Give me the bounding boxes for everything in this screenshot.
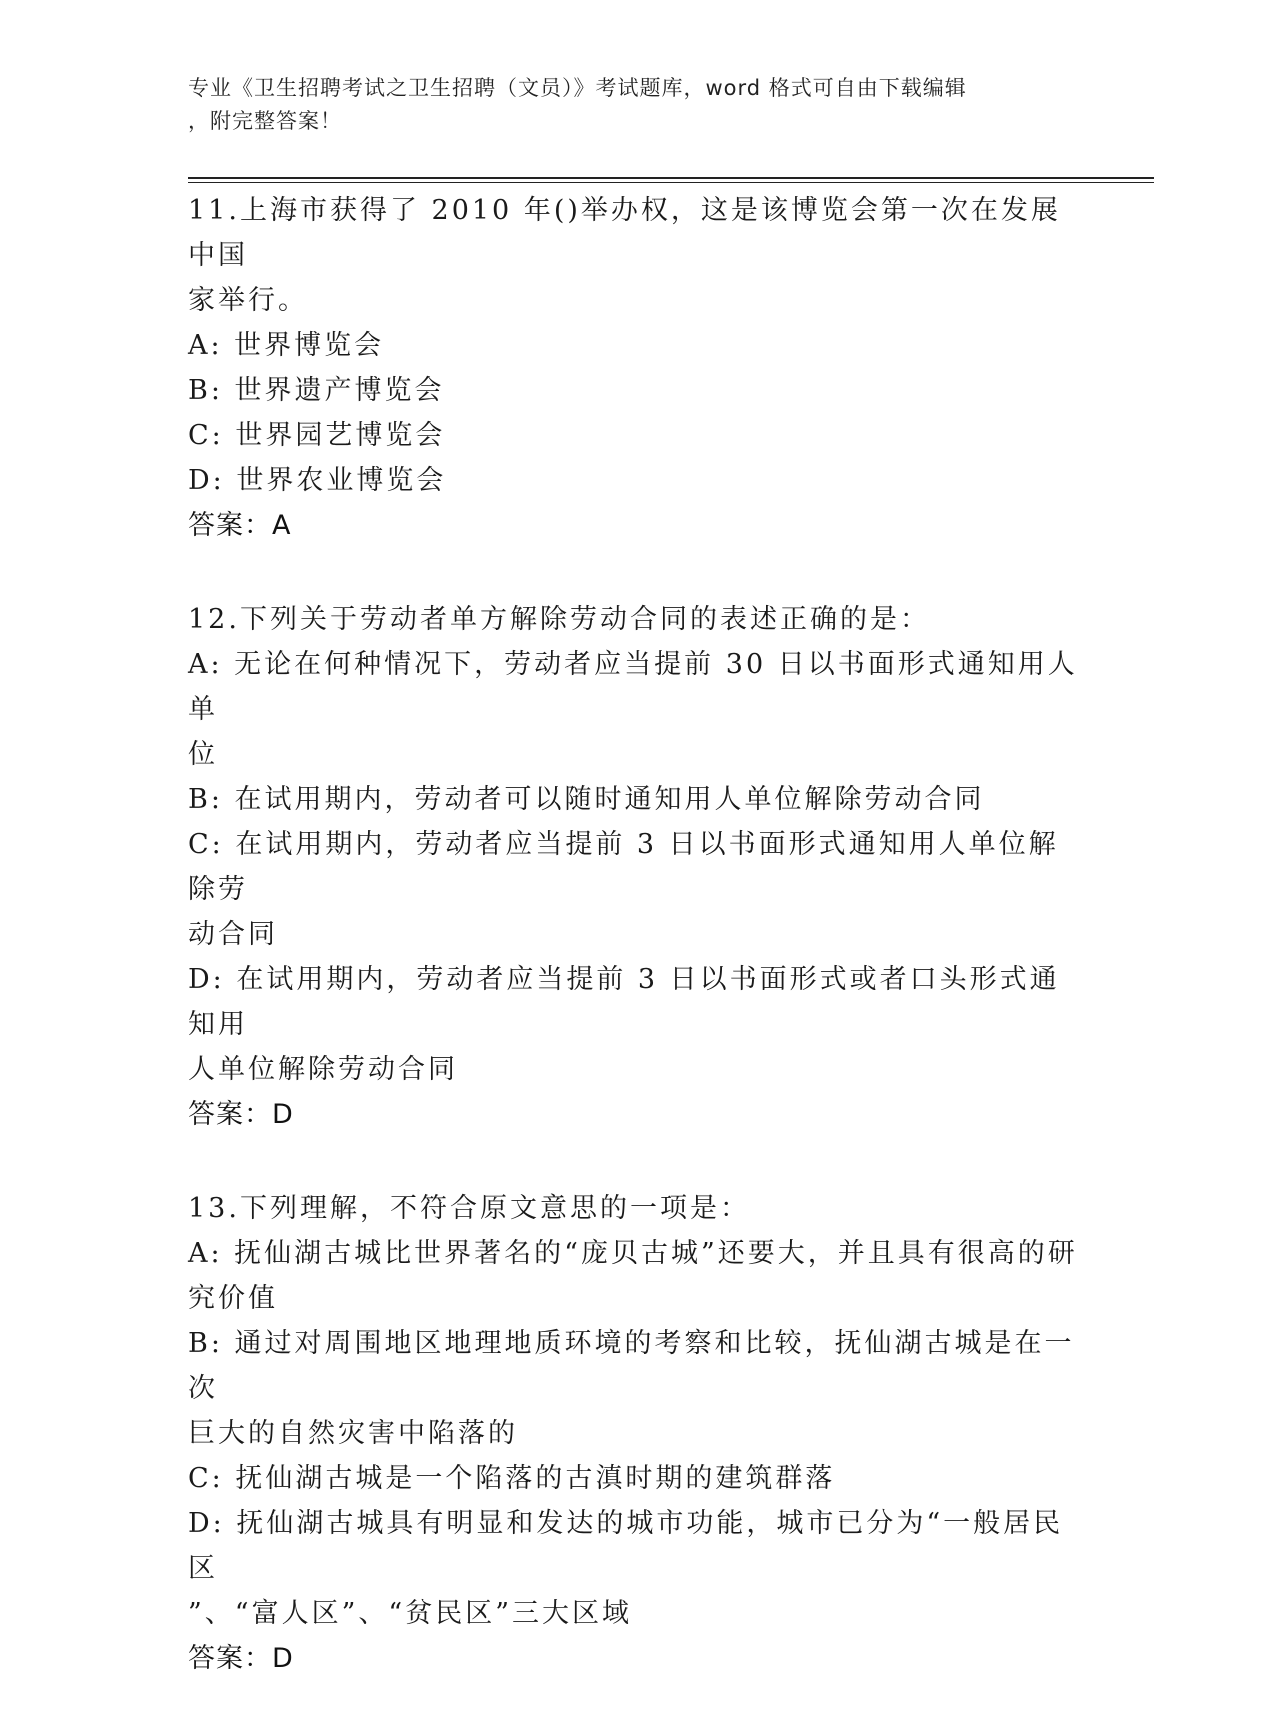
question-stem-line: 11.上海市获得了 2010 年()举办权，这是该博览会第一次在发展中国 bbox=[188, 195, 1061, 271]
option-a: A: 世界博览会 bbox=[188, 330, 385, 361]
option-d-continuation: ”、“富人区”、“贫民区”三大区域 bbox=[188, 1598, 633, 1629]
question-11 bbox=[188, 188, 1078, 548]
answer-label: 答案：D bbox=[188, 1643, 294, 1674]
option-d: D: 世界农业博览会 bbox=[188, 465, 447, 496]
option-a: A: 无论在何种情况下，劳动者应当提前 30 日以书面形式通知用人单 bbox=[188, 649, 1078, 725]
option-a-continuation: 位 bbox=[188, 739, 218, 770]
question-stem-line: 13.下列理解，不符合原文意思的一项是： bbox=[188, 1193, 750, 1224]
option-d: D: 在试用期内，劳动者应当提前 3 日以书面形式或者口头形式通知用 bbox=[188, 964, 1060, 1040]
option-b: B: 通过对周围地区地理地质环境的考察和比较，抚仙湖古城是在一次 bbox=[188, 1328, 1075, 1404]
header-divider-thick bbox=[188, 177, 1154, 179]
header-line-1: 专业《卫生招聘考试之卫生招聘（文员）》考试题库，word 格式可自由下载编辑 bbox=[188, 76, 967, 100]
option-c: C: 在试用期内，劳动者应当提前 3 日以书面形式通知用人单位解除劳 bbox=[188, 829, 1059, 905]
option-a-continuation: 究价值 bbox=[188, 1283, 278, 1314]
question-13 bbox=[188, 1186, 1078, 1681]
option-b: B: 在试用期内，劳动者可以随时通知用人单位解除劳动合同 bbox=[188, 784, 985, 815]
option-d: D: 抚仙湖古城具有明显和发达的城市功能，城市已分为“一般居民区 bbox=[188, 1508, 1064, 1584]
question-12 bbox=[188, 597, 1078, 1137]
option-c: C: 世界园艺博览会 bbox=[188, 420, 446, 451]
question-stem-line: 家举行。 bbox=[188, 285, 308, 316]
header-line-2: ，附完整答案！ bbox=[188, 109, 342, 133]
question-list bbox=[188, 188, 1078, 1730]
option-a: A: 抚仙湖古城比世界著名的“庞贝古城”还要大，并且具有很高的研 bbox=[188, 1238, 1078, 1269]
answer-label: 答案：D bbox=[188, 1099, 294, 1130]
option-d-continuation: 人单位解除劳动合同 bbox=[188, 1054, 458, 1085]
question-stem-line: 12.下列关于劳动者单方解除劳动合同的表述正确的是： bbox=[188, 604, 930, 635]
option-b-continuation: 巨大的自然灾害中陷落的 bbox=[188, 1418, 518, 1449]
answer-label: 答案：A bbox=[188, 510, 292, 541]
option-b: B: 世界遗产博览会 bbox=[188, 375, 445, 406]
option-c: C: 抚仙湖古城是一个陷落的古滇时期的建筑群落 bbox=[188, 1463, 836, 1494]
option-c-continuation: 动合同 bbox=[188, 919, 278, 950]
document-header bbox=[188, 72, 1068, 138]
header-divider-thin bbox=[188, 182, 1154, 183]
